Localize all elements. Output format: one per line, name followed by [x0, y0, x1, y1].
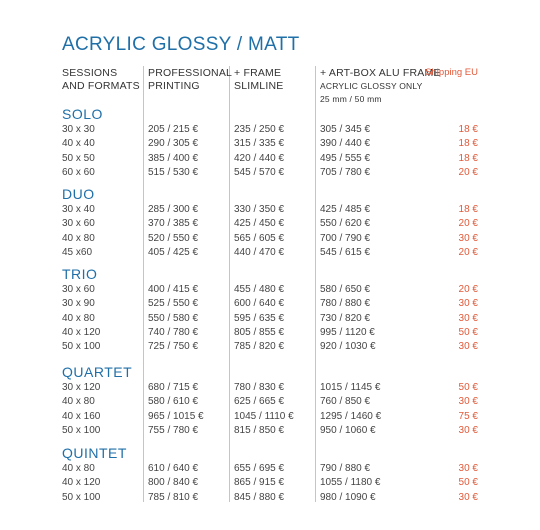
cell-shipping: 18 €	[458, 138, 478, 150]
cell-printing: 385 / 400 €	[148, 152, 199, 164]
cell-format: 50 x 100	[62, 491, 101, 503]
column-divider	[143, 66, 144, 502]
cell-artbox: 550 / 620 €	[320, 218, 371, 230]
cell-shipping: 30 €	[458, 298, 478, 310]
cell-artbox: 425 / 485 €	[320, 204, 371, 215]
header-printing-line1: PROFESSIONAL	[148, 67, 233, 79]
cell-format: 30 x 60	[62, 284, 95, 295]
cell-shipping: 30 €	[458, 341, 478, 353]
cell-printing: 290 / 305 €	[148, 138, 199, 150]
cell-slimline: 330 / 350 €	[234, 204, 285, 215]
cell-shipping: 75 €	[458, 410, 478, 422]
cell-format: 40 x 120	[62, 477, 101, 489]
cell-format: 40 x 160	[62, 410, 101, 422]
cell-shipping: 30 €	[458, 424, 478, 436]
cell-slimline: 865 / 915 €	[234, 477, 285, 489]
cell-slimline: 805 / 855 €	[234, 326, 285, 338]
cell-artbox: 1055 / 1180 €	[320, 477, 381, 489]
cell-format: 30 x 60	[62, 218, 95, 230]
cell-artbox: 580 / 650 €	[320, 284, 371, 295]
cell-format: 30 x 40	[62, 204, 95, 215]
header-sessions-line2: AND FORMATS	[62, 80, 140, 92]
cell-artbox: 790 / 880 €	[320, 463, 371, 474]
page-title: ACRYLIC GLOSSY / MATT	[62, 34, 300, 55]
cell-format: 40 x 120	[62, 326, 101, 338]
cell-slimline: 785 / 820 €	[234, 341, 285, 353]
cell-printing: 550 / 580 €	[148, 312, 199, 324]
cell-slimline: 1045 / 1110 €	[234, 410, 294, 422]
header-slimline-line1: + FRAME	[234, 67, 282, 79]
cell-slimline: 845 / 880 €	[234, 491, 285, 503]
cell-slimline: 420 / 440 €	[234, 152, 285, 164]
cell-printing: 205 / 215 €	[148, 124, 199, 135]
cell-artbox: 705 / 780 €	[320, 166, 371, 178]
header-slimline	[234, 67, 283, 93]
cell-shipping: 50 €	[458, 326, 478, 338]
cell-artbox: 780 / 880 €	[320, 298, 371, 310]
cell-shipping: 20 €	[458, 218, 478, 230]
cell-artbox: 700 / 790 €	[320, 232, 371, 244]
cell-shipping: 30 €	[458, 463, 478, 474]
cell-artbox: 950 / 1060 €	[320, 424, 376, 436]
cell-format: 45 x60	[62, 246, 93, 258]
cell-shipping: 30 €	[458, 232, 478, 244]
column-divider	[315, 66, 316, 502]
cell-shipping: 18 €	[458, 124, 478, 135]
cell-slimline: 455 / 480 €	[234, 284, 285, 295]
cell-shipping: 30 €	[458, 312, 478, 324]
cell-format: 40 x 80	[62, 463, 95, 474]
cell-slimline: 545 / 570 €	[234, 166, 285, 178]
cell-format: 30 x 30	[62, 124, 95, 135]
cell-printing: 680 / 715 €	[148, 382, 199, 393]
cell-printing: 370 / 385 €	[148, 218, 199, 230]
cell-printing: 400 / 415 €	[148, 284, 199, 295]
cell-artbox: 920 / 1030 €	[320, 341, 376, 353]
cell-shipping: 30 €	[458, 396, 478, 408]
cell-printing: 965 / 1015 €	[148, 410, 204, 422]
cell-printing: 725 / 750 €	[148, 341, 199, 353]
header-artbox-line1: + ART-BOX ALU FRAME	[320, 67, 441, 79]
cell-shipping: 50 €	[458, 382, 478, 393]
cell-slimline: 600 / 640 €	[234, 298, 285, 310]
group-title: DUO	[62, 186, 95, 202]
cell-slimline: 780 / 830 €	[234, 382, 285, 393]
header-artbox	[320, 67, 441, 106]
cell-slimline: 595 / 635 €	[234, 312, 285, 324]
cell-format: 40 x 80	[62, 396, 95, 408]
cell-slimline: 235 / 250 €	[234, 124, 285, 135]
cell-slimline: 815 / 850 €	[234, 424, 285, 436]
header-shipping: Shipping EU	[425, 67, 478, 78]
header-printing-line2: PRINTING	[148, 80, 200, 92]
header-slimline-line2: SLIMLINE	[234, 80, 284, 92]
cell-artbox: 390 / 440 €	[320, 138, 371, 150]
cell-artbox: 1015 / 1145 €	[320, 382, 381, 393]
cell-shipping: 20 €	[458, 246, 478, 258]
cell-printing: 740 / 780 €	[148, 326, 199, 338]
cell-slimline: 315 / 335 €	[234, 138, 285, 150]
header-artbox-line3: 25 mm / 50 mm	[320, 94, 382, 104]
cell-format: 30 x 120	[62, 382, 101, 393]
cell-format: 60 x 60	[62, 166, 95, 178]
cell-format: 50 x 100	[62, 424, 101, 436]
cell-format: 50 x 100	[62, 341, 101, 353]
group-title: TRIO	[62, 266, 98, 282]
group-title: QUINTET	[62, 445, 127, 461]
cell-shipping: 20 €	[458, 284, 478, 295]
header-printing	[148, 67, 232, 93]
cell-printing: 520 / 550 €	[148, 232, 199, 244]
cell-slimline: 625 / 665 €	[234, 396, 285, 408]
cell-artbox: 305 / 345 €	[320, 124, 371, 135]
cell-artbox: 995 / 1120 €	[320, 326, 375, 338]
cell-printing: 610 / 640 €	[148, 463, 199, 474]
cell-artbox: 760 / 850 €	[320, 396, 371, 408]
cell-printing: 405 / 425 €	[148, 246, 199, 258]
header-sessions	[62, 67, 140, 93]
cell-shipping: 18 €	[458, 204, 478, 215]
cell-printing: 785 / 810 €	[148, 491, 199, 503]
cell-printing: 525 / 550 €	[148, 298, 199, 310]
cell-format: 40 x 40	[62, 138, 95, 150]
header-sessions-line1: SESSIONS	[62, 67, 118, 79]
cell-artbox: 1295 / 1460 €	[320, 410, 382, 422]
cell-printing: 580 / 610 €	[148, 396, 199, 408]
cell-format: 30 x 90	[62, 298, 95, 310]
cell-format: 40 x 80	[62, 312, 95, 324]
cell-artbox: 730 / 820 €	[320, 312, 371, 324]
cell-format: 50 x 50	[62, 152, 95, 164]
cell-slimline: 440 / 470 €	[234, 246, 285, 258]
header-artbox-line2: ACRYLIC GLOSSY ONLY	[320, 81, 423, 91]
cell-shipping: 20 €	[458, 166, 478, 178]
cell-slimline: 655 / 695 €	[234, 463, 285, 474]
cell-printing: 800 / 840 €	[148, 477, 199, 489]
group-title: QUARTET	[62, 364, 133, 380]
cell-shipping: 30 €	[458, 491, 478, 503]
cell-artbox: 545 / 615 €	[320, 246, 371, 258]
cell-artbox: 980 / 1090 €	[320, 491, 376, 503]
cell-slimline: 425 / 450 €	[234, 218, 285, 230]
cell-shipping: 18 €	[458, 152, 478, 164]
cell-slimline: 565 / 605 €	[234, 232, 285, 244]
cell-shipping: 50 €	[458, 477, 478, 489]
cell-format: 40 x 80	[62, 232, 95, 244]
column-divider	[229, 66, 230, 502]
cell-printing: 285 / 300 €	[148, 204, 199, 215]
group-title: SOLO	[62, 106, 103, 122]
cell-artbox: 495 / 555 €	[320, 152, 371, 164]
cell-printing: 515 / 530 €	[148, 166, 199, 178]
cell-printing: 755 / 780 €	[148, 424, 199, 436]
